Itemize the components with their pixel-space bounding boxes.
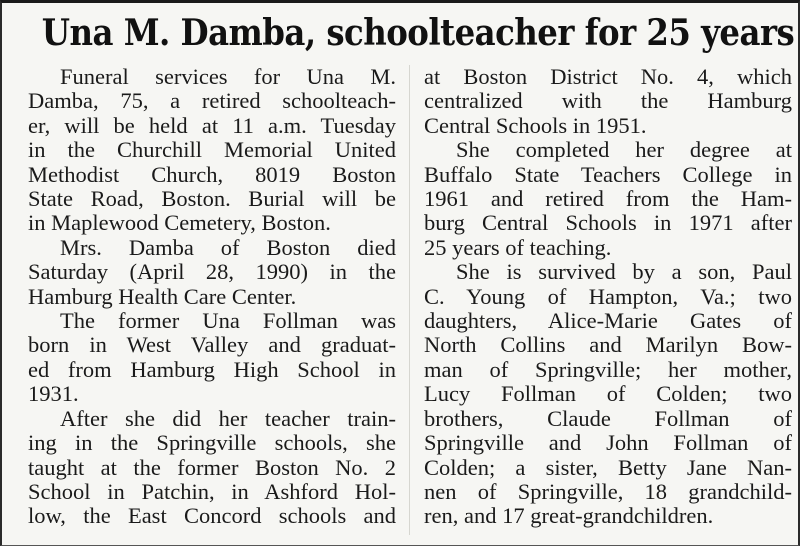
article-line: Buffalo State Teachers College in [424, 162, 792, 187]
article-line: C. Young of Hampton, Va.; two [424, 284, 792, 309]
article-line: ing in the Springville schools, she [28, 431, 396, 456]
article-line: in the Churchill Memorial United [28, 138, 396, 163]
headline: Una M. Damba, schoolteacher for 25 years [41, 12, 795, 54]
article-line: 1931. [28, 382, 79, 407]
article-line: Saturday (April 28, 1990) in the [28, 260, 396, 285]
article-line: born in West Valley and graduat- [28, 333, 396, 358]
article-line: Damba, 75, a retired schoolteach- [28, 89, 396, 114]
article-line: She completed her degree at [456, 138, 792, 163]
article-line: School in Patchin, in Ashford Hol- [28, 479, 396, 504]
article-line: brothers, Claude Follman of [424, 406, 792, 431]
article-line: ren, and 17 great-grandchildren. [424, 504, 714, 529]
article-line: taught at the former Boston No. 2 [28, 455, 396, 480]
article-line: 1961 and retired from the Ham- [424, 187, 792, 212]
article-line: Springville and John Follman of [424, 431, 792, 456]
article-line: nen of Springville, 18 grandchild- [424, 479, 792, 504]
article-line: Funeral services for Una M. [60, 65, 396, 89]
article-line: Lucy Follman of Colden; two [424, 382, 792, 407]
article-line: Central Schools in 1951. [424, 113, 647, 138]
article-line: centralized with the Hamburg [424, 89, 792, 114]
article-line: She is survived by a son, Paul [456, 260, 792, 285]
article-line: Mrs. Damba of Boston died [60, 235, 396, 260]
article-line: burg Central Schools in 1971 after [424, 211, 792, 236]
article-line: low, the East Concord schools and [28, 504, 396, 529]
article-column-right [424, 65, 792, 529]
article-line: North Collins and Marilyn Bow- [424, 333, 792, 358]
article-line: Colden; a sister, Betty Jane Nan- [424, 455, 792, 480]
article-line: man of Springville; her mother, [424, 357, 792, 382]
article-line: 25 years of teaching. [424, 235, 612, 260]
article-line: Hamburg Health Care Center. [28, 284, 297, 309]
article-line: in Maplewood Cemetery, Boston. [28, 211, 331, 236]
column-divider [409, 65, 410, 535]
article-line: at Boston District No. 4, which [424, 65, 792, 89]
article-line: State Road, Boston. Burial will be [28, 187, 396, 212]
article-line: daughters, Alice-Marie Gates of [424, 309, 792, 334]
article-line: The former Una Follman was [60, 309, 396, 334]
article-line: er, will be held at 11 a.m. Tuesday [28, 113, 396, 138]
article-line: Methodist Church, 8019 Boston [28, 162, 396, 187]
article-column-left [28, 65, 396, 529]
article-line: ed from Hamburg High School in [28, 357, 396, 382]
article-line: After she did her teacher train- [60, 406, 396, 431]
